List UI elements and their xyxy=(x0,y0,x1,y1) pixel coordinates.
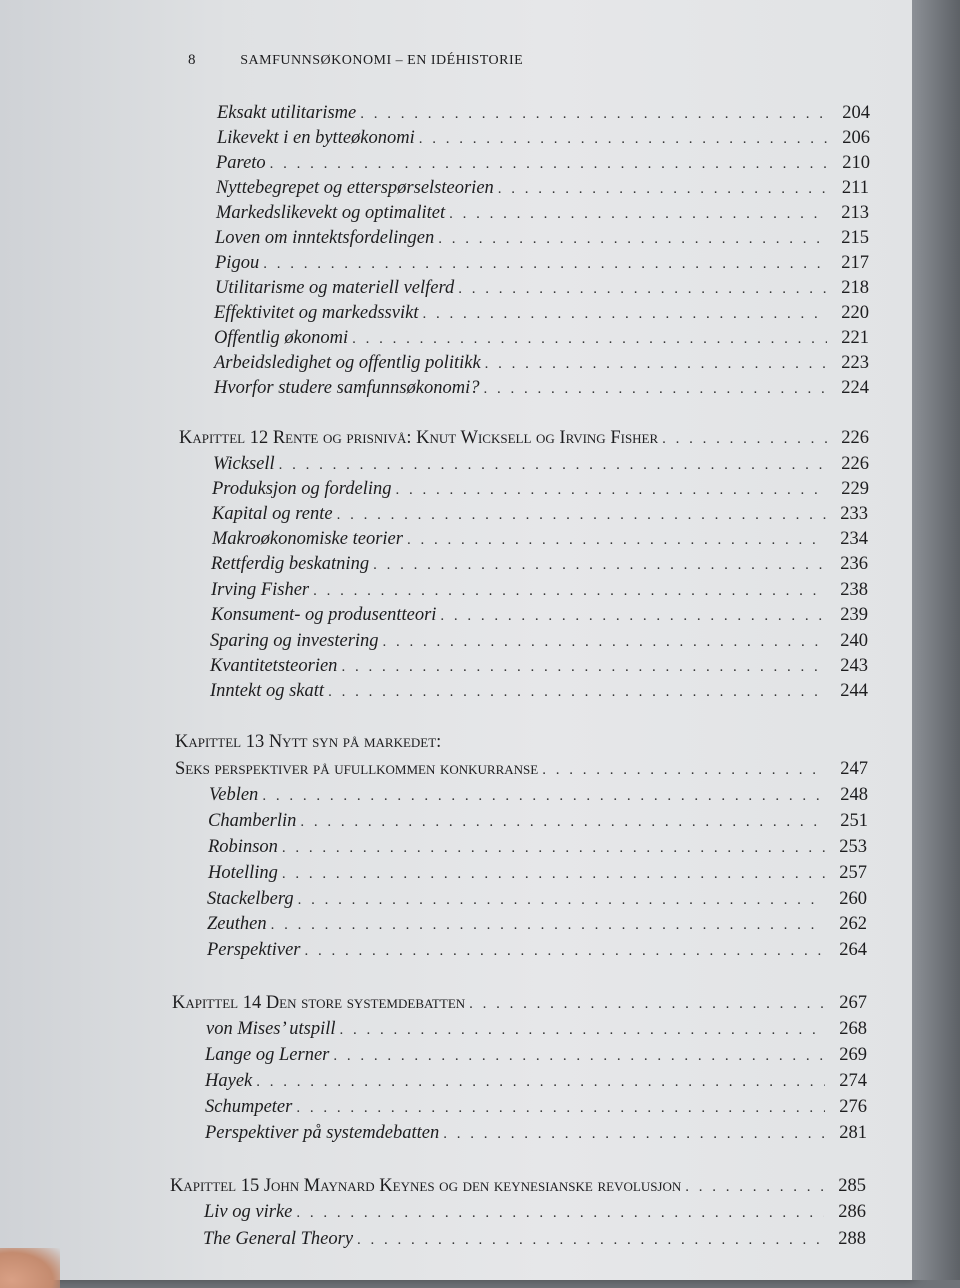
toc-entry-page: 268 xyxy=(839,1019,867,1039)
dot-leader xyxy=(440,603,826,629)
toc-entry xyxy=(215,225,869,251)
dot-leader xyxy=(337,502,826,528)
toc-entry-label: Wicksell xyxy=(213,454,275,474)
toc-entry xyxy=(206,1016,867,1042)
thumb xyxy=(0,1248,60,1288)
toc-entry-label: Perspektiver på systemdebatten xyxy=(205,1123,440,1143)
toc-entry-page: 234 xyxy=(840,529,868,549)
toc-entry xyxy=(207,886,867,912)
dot-leader xyxy=(383,629,826,655)
toc-chapter-entry xyxy=(170,1173,866,1199)
toc-entry xyxy=(214,375,869,401)
toc-entry-page: 264 xyxy=(839,940,867,960)
toc-entry-label: Kapital og rente xyxy=(212,504,333,524)
toc-entry-page: 211 xyxy=(841,178,869,198)
toc-entry xyxy=(205,1094,867,1120)
toc-entry xyxy=(216,150,870,176)
toc-entry-page: 257 xyxy=(839,863,867,883)
toc-entry-page: 215 xyxy=(841,228,869,248)
toc-entry xyxy=(211,602,868,628)
toc-entry xyxy=(210,678,868,704)
toc-entry-label: Sparing og investering xyxy=(210,631,379,651)
toc-entry xyxy=(208,808,868,834)
page-header xyxy=(188,52,523,69)
toc-entry-label: Robinson xyxy=(208,837,278,857)
toc-entry-label: von Mises’ utspill xyxy=(206,1019,336,1039)
toc-entry-label: Nyttebegrepet og etterspørselsteorien xyxy=(216,178,494,198)
toc-entry-page: 239 xyxy=(840,605,868,625)
toc-entry-label: Arbeidsledighet og offentlig politikk xyxy=(214,353,481,373)
toc-entry-page: 247 xyxy=(840,759,868,779)
toc-entry-label: Zeuthen xyxy=(207,914,267,934)
toc-entry-page: 218 xyxy=(841,278,869,298)
dot-leader xyxy=(313,578,826,604)
toc-entry xyxy=(208,860,867,886)
toc-entry-label: Hayek xyxy=(205,1071,253,1091)
toc-entry xyxy=(216,200,869,226)
dot-leader xyxy=(484,376,828,402)
toc-entry-page: 286 xyxy=(838,1202,866,1222)
toc-entry xyxy=(217,125,870,151)
dot-leader xyxy=(498,176,827,202)
toc-entry xyxy=(215,250,869,276)
page-edge xyxy=(912,0,960,1280)
toc-entry-label: Irving Fisher xyxy=(211,580,310,600)
toc-entry xyxy=(216,175,869,201)
toc-entry-page: 281 xyxy=(839,1123,867,1143)
running-title: SAMFUNNSØKONOMI – EN IDÉHISTORIE xyxy=(240,53,524,68)
toc-entry-label: Chamberlin xyxy=(208,811,297,831)
toc-entry-page: 236 xyxy=(840,554,868,574)
toc-entry-page: 223 xyxy=(841,353,869,373)
toc-entry-page: 253 xyxy=(839,837,867,857)
toc-entry-page: 238 xyxy=(840,580,868,600)
toc-entry-page: 260 xyxy=(839,889,867,909)
toc-entry-label: Makroøkonomiske teorier xyxy=(212,529,403,549)
dot-leader xyxy=(333,1043,825,1069)
dot-leader xyxy=(422,301,827,327)
toc-entry-label: Hvorfor studere samfunnsøkonomi? xyxy=(214,378,480,398)
dot-leader xyxy=(542,757,826,783)
page-number: 8 xyxy=(188,52,196,68)
toc-entry xyxy=(214,325,869,351)
dot-leader xyxy=(458,276,827,302)
dot-leader xyxy=(279,452,827,478)
dot-leader xyxy=(296,1200,824,1226)
toc-entry xyxy=(207,937,867,963)
toc-entry xyxy=(205,1068,867,1094)
toc-entry-page: 233 xyxy=(840,504,868,524)
toc-entry-page: 274 xyxy=(839,1071,867,1091)
dot-leader xyxy=(305,938,826,964)
toc-chapter-entry xyxy=(179,425,869,451)
dot-leader xyxy=(360,101,828,127)
toc-entry-label: Likevekt i en bytteøkonomi xyxy=(217,128,415,148)
toc-entry-page: 288 xyxy=(838,1229,866,1249)
toc-entry xyxy=(210,653,868,679)
toc-entry-page: 226 xyxy=(841,428,869,448)
toc-entry-label: Produksjon og fordeling xyxy=(212,479,392,499)
toc-entry xyxy=(212,526,868,552)
toc-entry xyxy=(208,834,867,860)
toc-entry xyxy=(209,782,868,808)
toc-entry-label: Stackelberg xyxy=(207,889,294,909)
dot-leader xyxy=(271,912,825,938)
toc-entry-page: 217 xyxy=(841,253,869,273)
toc-entry xyxy=(211,551,868,577)
dot-leader xyxy=(282,835,825,861)
dot-leader xyxy=(438,226,827,252)
dot-leader xyxy=(449,201,827,227)
toc-entry-page: 206 xyxy=(842,128,870,148)
dot-leader xyxy=(485,351,827,377)
toc-chapter-entry xyxy=(175,756,868,782)
toc-entry xyxy=(210,628,868,654)
toc-entry-page: 243 xyxy=(840,656,868,676)
toc-entry-label: Schumpeter xyxy=(205,1097,293,1117)
dot-leader xyxy=(296,1095,825,1121)
toc-entry-label: Seks perspektiver på ufullkommen konkurranse xyxy=(175,759,539,779)
dot-leader xyxy=(341,654,826,680)
dot-leader xyxy=(300,809,826,835)
toc-entry-page: 248 xyxy=(840,785,868,805)
toc-entry-label: Konsument- og produsentteori xyxy=(211,605,437,625)
dot-leader xyxy=(340,1017,826,1043)
dot-leader xyxy=(270,151,828,177)
toc-entry-page: 276 xyxy=(839,1097,867,1117)
dot-leader xyxy=(328,679,826,705)
dot-leader xyxy=(407,527,826,553)
toc-entry-page: 244 xyxy=(840,681,868,701)
dot-leader xyxy=(282,861,825,887)
toc-entry-label: Kapittel 15 John Maynard Keynes og den keynesianske revolusjon xyxy=(170,1176,682,1196)
toc-entry-page: 204 xyxy=(842,103,870,123)
dot-leader xyxy=(352,326,827,352)
toc-entry xyxy=(214,350,869,376)
dot-leader xyxy=(298,887,825,913)
dot-leader xyxy=(263,251,827,277)
toc-entry-page: 229 xyxy=(841,479,869,499)
toc-entry xyxy=(203,1226,866,1252)
toc-entry-label: Perspektiver xyxy=(207,940,301,960)
toc-entry-page: 251 xyxy=(840,811,868,831)
toc-entry-page: 224 xyxy=(841,378,869,398)
toc-entry-page: 220 xyxy=(841,303,869,323)
dot-leader xyxy=(262,783,826,809)
toc-entry-label: Pareto xyxy=(216,153,266,173)
toc-entry-label: Eksakt utilitarisme xyxy=(217,103,357,123)
toc-entry-label: Inntekt og skatt xyxy=(210,681,325,701)
toc-entry xyxy=(205,1042,867,1068)
toc-entry-page: 221 xyxy=(841,328,869,348)
toc-entry-label: Markedslikevekt og optimalitet xyxy=(216,203,446,223)
toc-entry xyxy=(211,577,868,603)
dot-leader xyxy=(685,1174,824,1200)
toc-entry-label: Liv og virke xyxy=(204,1202,293,1222)
dot-leader xyxy=(662,426,827,452)
toc-entry xyxy=(212,476,869,502)
toc-entry-page: 267 xyxy=(839,993,867,1013)
toc-entry-page: 226 xyxy=(841,454,869,474)
dot-leader xyxy=(419,126,828,152)
toc-entry-label: Effektivitet og markedssvikt xyxy=(214,303,419,323)
toc-entry xyxy=(205,1120,867,1146)
toc-entry xyxy=(215,275,869,301)
toc-entry-label: Veblen xyxy=(209,785,259,805)
dot-leader xyxy=(396,477,827,503)
toc-chapter-entry xyxy=(175,729,868,755)
toc-entry xyxy=(217,100,870,126)
toc-chapter-entry xyxy=(172,990,867,1016)
toc-entry xyxy=(207,911,867,937)
toc-entry xyxy=(214,300,869,326)
toc-entry xyxy=(213,451,869,477)
toc-entry-label: Kapittel 14 Den store systemdebatten xyxy=(172,993,466,1013)
dot-leader xyxy=(443,1121,825,1147)
toc-entry xyxy=(204,1199,866,1225)
toc-entry-page: 240 xyxy=(840,631,868,651)
dot-leader xyxy=(373,552,826,578)
dot-leader xyxy=(357,1227,824,1253)
toc-entry-page: 262 xyxy=(839,914,867,934)
toc-entry-label: Kapittel 13 Nytt syn på markedet: xyxy=(175,732,442,752)
toc-entry-label: Kapittel 12 Rente og prisnivå: Knut Wicksell og Irving Fisher xyxy=(179,428,659,448)
toc-entry-label: Hotelling xyxy=(208,863,278,883)
toc-entry-label: Loven om inntektsfordelingen xyxy=(215,228,435,248)
dot-leader xyxy=(256,1069,825,1095)
toc-entry xyxy=(212,501,868,527)
toc-entry-label: The General Theory xyxy=(203,1229,354,1249)
toc-entry-label: Pigou xyxy=(215,253,260,273)
toc-entry-page: 213 xyxy=(841,203,869,223)
toc-entry-page: 210 xyxy=(842,153,870,173)
toc-entry-page: 269 xyxy=(839,1045,867,1065)
toc-entry-label: Rettferdig beskatning xyxy=(211,554,370,574)
toc-entry-page: 285 xyxy=(838,1176,866,1196)
toc-entry-label: Kvantitetsteorien xyxy=(210,656,338,676)
dot-leader xyxy=(469,991,825,1017)
toc-entry-label: Lange og Lerner xyxy=(205,1045,330,1065)
toc-entry-label: Utilitarisme og materiell velferd xyxy=(215,278,455,298)
toc-entry-label: Offentlig økonomi xyxy=(214,328,349,348)
